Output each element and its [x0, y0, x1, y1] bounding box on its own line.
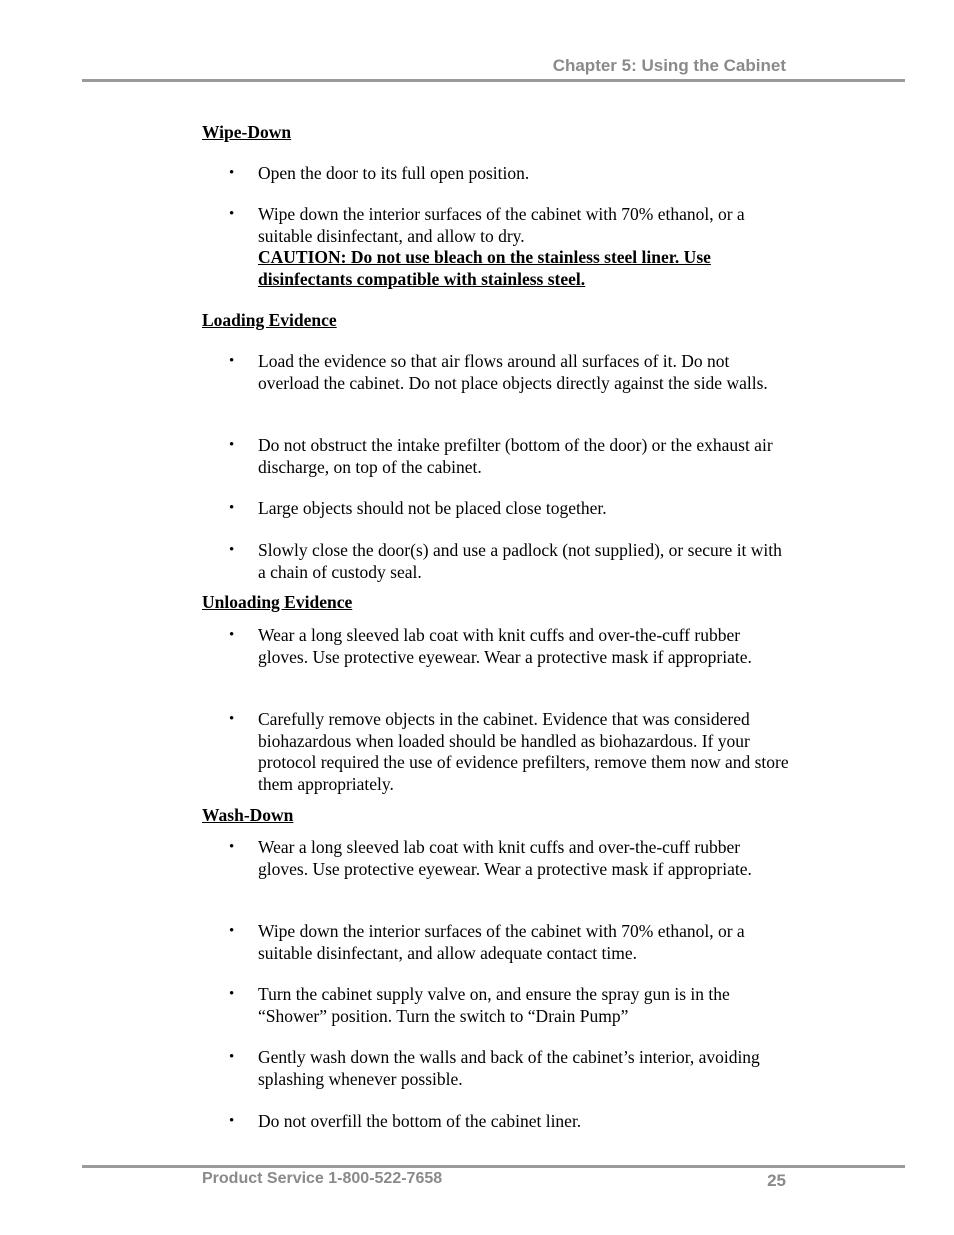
list-item: [229, 540, 793, 583]
item-text: Wear a long sleeved lab coat with knit cuffs and over-the-cuff rubber gloves. Use protective eyewear. Wear a protective mask if appropriate.: [258, 625, 752, 667]
item-text: Slowly close the door(s) and use a padlock (not supplied), or secure it with a chain of custody seal.: [258, 540, 782, 582]
heading-wipe-down: Wipe-Down: [202, 122, 292, 142]
bullet: •: [229, 627, 235, 643]
bullet: •: [229, 353, 235, 369]
list-item: [229, 498, 793, 520]
item-text: Load the evidence so that air flows around all surfaces of it. Do not overload the cabinet. Do not place objects directly against the side walls.: [258, 351, 768, 393]
bullet: •: [229, 923, 235, 939]
footer-service-phone: Product Service 1-800-522-7658: [202, 1170, 443, 1187]
list-item: [229, 984, 793, 1027]
item-text: Turn the cabinet supply valve on, and ensure the spray gun is in the “Shower” position. Turn the switch to “Drain Pump”: [258, 984, 730, 1026]
bullet: •: [229, 986, 235, 1002]
item-text: Wipe down the interior surfaces of the cabinet with 70% ethanol, or a suitable disinfectant, and allow adequate contact time.: [258, 921, 745, 963]
bullet: •: [229, 1113, 235, 1129]
list-item: [229, 204, 793, 290]
item-text: Do not overfill the bottom of the cabinet liner.: [258, 1111, 582, 1131]
heading-unloading-evidence: Unloading Evidence: [202, 592, 353, 612]
item-text: Gently wash down the walls and back of the cabinet’s interior, avoiding splashing whenever possible.: [258, 1047, 760, 1089]
header-rule: [82, 79, 905, 82]
list-item: [229, 837, 793, 880]
footer-rule: [82, 1165, 905, 1168]
caution-text: CAUTION: Do not use bleach on the stainless steel liner. Use disinfectants compatible with stainless steel.: [258, 247, 711, 289]
bullet: •: [229, 165, 235, 181]
item-text: Do not obstruct the intake prefilter (bottom of the door) or the exhaust air discharge, on top of the cabinet.: [258, 435, 773, 477]
list-item: [229, 709, 793, 795]
list-item: [229, 163, 793, 185]
bullet: •: [229, 437, 235, 453]
bullet: •: [229, 542, 235, 558]
item-text: Wipe down the interior surfaces of the cabinet with 70% ethanol, or a suitable disinfectant, and allow to dry.: [258, 204, 745, 246]
item-text: Carefully remove objects in the cabinet. Evidence that was considered biohazardous when loaded should be handled as biohazardous. If your protocol required the use of evidence prefilters, remove them now and store them appropriately.: [258, 709, 789, 794]
item-text: Open the door to its full open position.: [258, 163, 530, 183]
heading-wash-down: Wash-Down: [202, 805, 294, 825]
list-item: [229, 435, 793, 478]
bullet: •: [229, 1049, 235, 1065]
list-item: [229, 625, 793, 668]
list-item: [229, 351, 793, 394]
page-number: 25: [767, 1171, 786, 1190]
bullet: •: [229, 711, 235, 727]
bullet: •: [229, 839, 235, 855]
item-text: Wear a long sleeved lab coat with knit cuffs and over-the-cuff rubber gloves. Use protective eyewear. Wear a protective mask if appropriate.: [258, 837, 752, 879]
heading-loading-evidence: Loading Evidence: [202, 310, 337, 330]
list-item: [229, 1047, 793, 1090]
item-text: Large objects should not be placed close together.: [258, 498, 607, 518]
bullet: •: [229, 206, 235, 222]
bullet: •: [229, 500, 235, 516]
chapter-header: Chapter 5: Using the Cabinet: [552, 56, 786, 75]
list-item: [229, 921, 793, 964]
list-item: [229, 1111, 793, 1133]
